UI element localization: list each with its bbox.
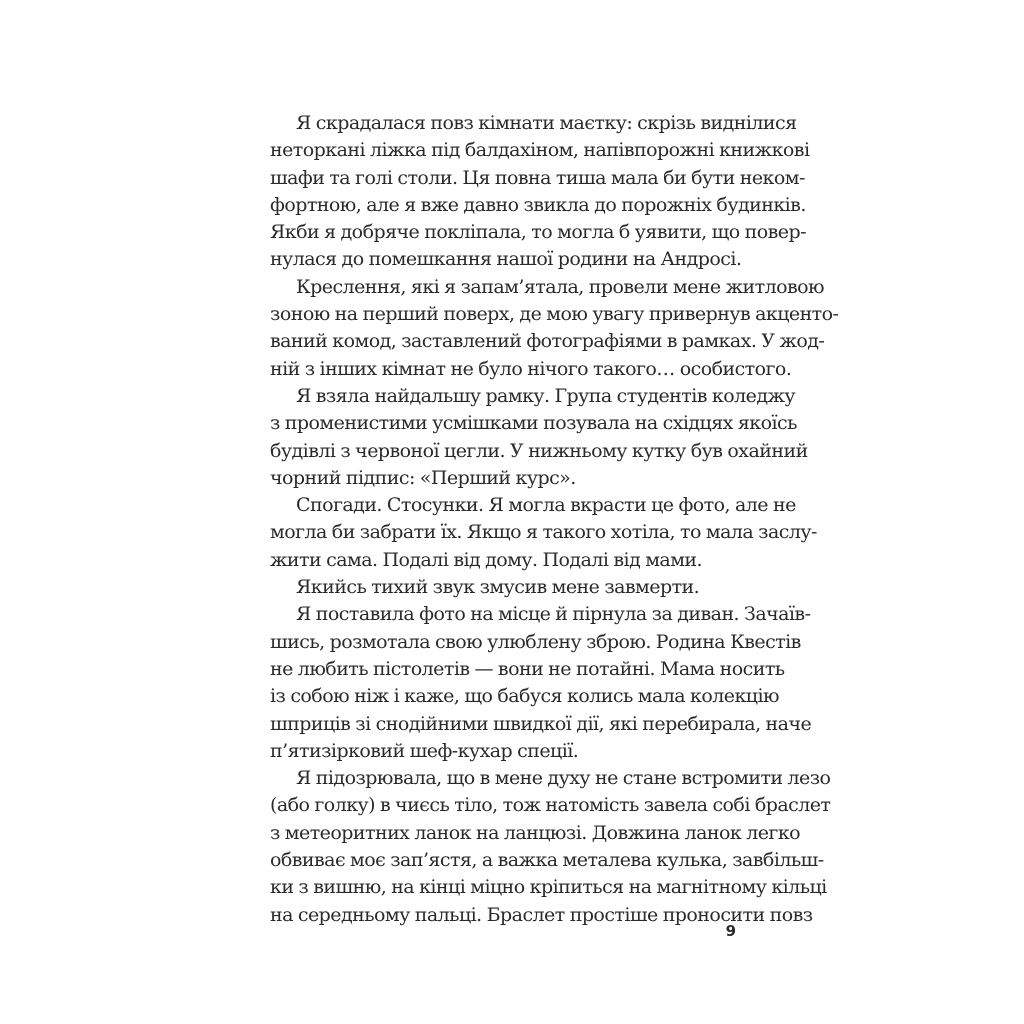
text-line: не любить пістолетів — вони не потайні. Мама носить bbox=[270, 657, 785, 680]
text-line: шприців зі снодійними швидкої дії, які перебирала, наче bbox=[270, 712, 812, 735]
page-number: 9 bbox=[725, 922, 736, 940]
text-line: ки з вишню, на кінці міцно кріпиться на магнітному кільці bbox=[270, 876, 827, 899]
text-line: Я скрадалася повз кімнати маєтку: скрізь виднілися bbox=[296, 112, 797, 134]
paragraph bbox=[270, 574, 731, 601]
text-line: Якийсь тихий звук змусив мене завмерти. bbox=[296, 576, 700, 599]
text-line: із собою ніж і каже, що бабуся колись мала колекцію bbox=[270, 685, 779, 708]
text-line: зоною на перший поверх, де мою увагу привернув акценто- bbox=[270, 303, 839, 326]
text-line: жити сама. Подалі від дому. Подалі від мами. bbox=[270, 548, 703, 571]
text-line: Якби я добряче покліпала, то могла б уявити, що повер- bbox=[270, 221, 806, 244]
text-line: Спогади. Стосунки. Я могла вкрасти це фото, але не bbox=[296, 494, 796, 517]
paragraph bbox=[270, 274, 839, 383]
text-line: шафи та голі столи. Ця повна тиша мала би бути неком- bbox=[270, 166, 805, 189]
text-line: фортною, але я вже давно звикла до порожніх будинків. bbox=[270, 193, 806, 216]
paragraph bbox=[270, 110, 810, 274]
paragraph bbox=[270, 383, 808, 492]
body-text bbox=[270, 110, 839, 929]
text-line: Я поставила фото на місце й пірнула за диван. Зачаїв- bbox=[296, 603, 811, 626]
text-line: чорний підпис: «Перший курс». bbox=[270, 466, 576, 489]
text-line: Я взяла найдальшу рамку. Група студентів коледжу bbox=[296, 384, 796, 407]
text-line: обвиває моє зап’ястя, а важка металева кулька, завбільш- bbox=[270, 849, 824, 872]
text-line: п’ятизірковий шеф-кухар спеції. bbox=[270, 739, 579, 762]
paragraph bbox=[270, 765, 831, 929]
paragraph bbox=[270, 492, 817, 574]
text-line: будівлі з червоної цегли. У нижньому кутку був охайний bbox=[270, 439, 808, 462]
text-line: з метеоритних ланок на ланцюзі. Довжина ланок легко bbox=[270, 821, 801, 844]
text-line: шись, розмотала свою улюблену зброю. Родина Квестів bbox=[270, 630, 801, 653]
text-line: Креслення, які я запам’ятала, провели мене житловою bbox=[296, 275, 825, 298]
text-line: на середньому пальці. Браслет простіше проносити повз bbox=[270, 903, 813, 926]
text-line: нулася до помешкання нашої родини на Андросі. bbox=[270, 248, 742, 271]
text-line: Я підозрювала, що в мене духу не стане встромити лезо bbox=[296, 767, 831, 790]
text-line: ній з інших кімнат не було нічого такого… особистого. bbox=[270, 357, 792, 380]
text-line: могла би забрати їх. Якщо я такого хотіла, то мала заслу- bbox=[270, 521, 817, 544]
text-line: неторкані ліжка під балдахіном, напівпорожні книжкові bbox=[270, 139, 810, 162]
text-line: з променистими усмішками позувала на східцях якоїсь bbox=[270, 412, 797, 435]
paragraph bbox=[270, 601, 812, 765]
text-line: (або голку) в чиєсь тіло, тож натомість завела собі браслет bbox=[270, 794, 831, 817]
text-line: ваний комод, заставлений фотографіями в рамках. У жод- bbox=[270, 330, 825, 353]
